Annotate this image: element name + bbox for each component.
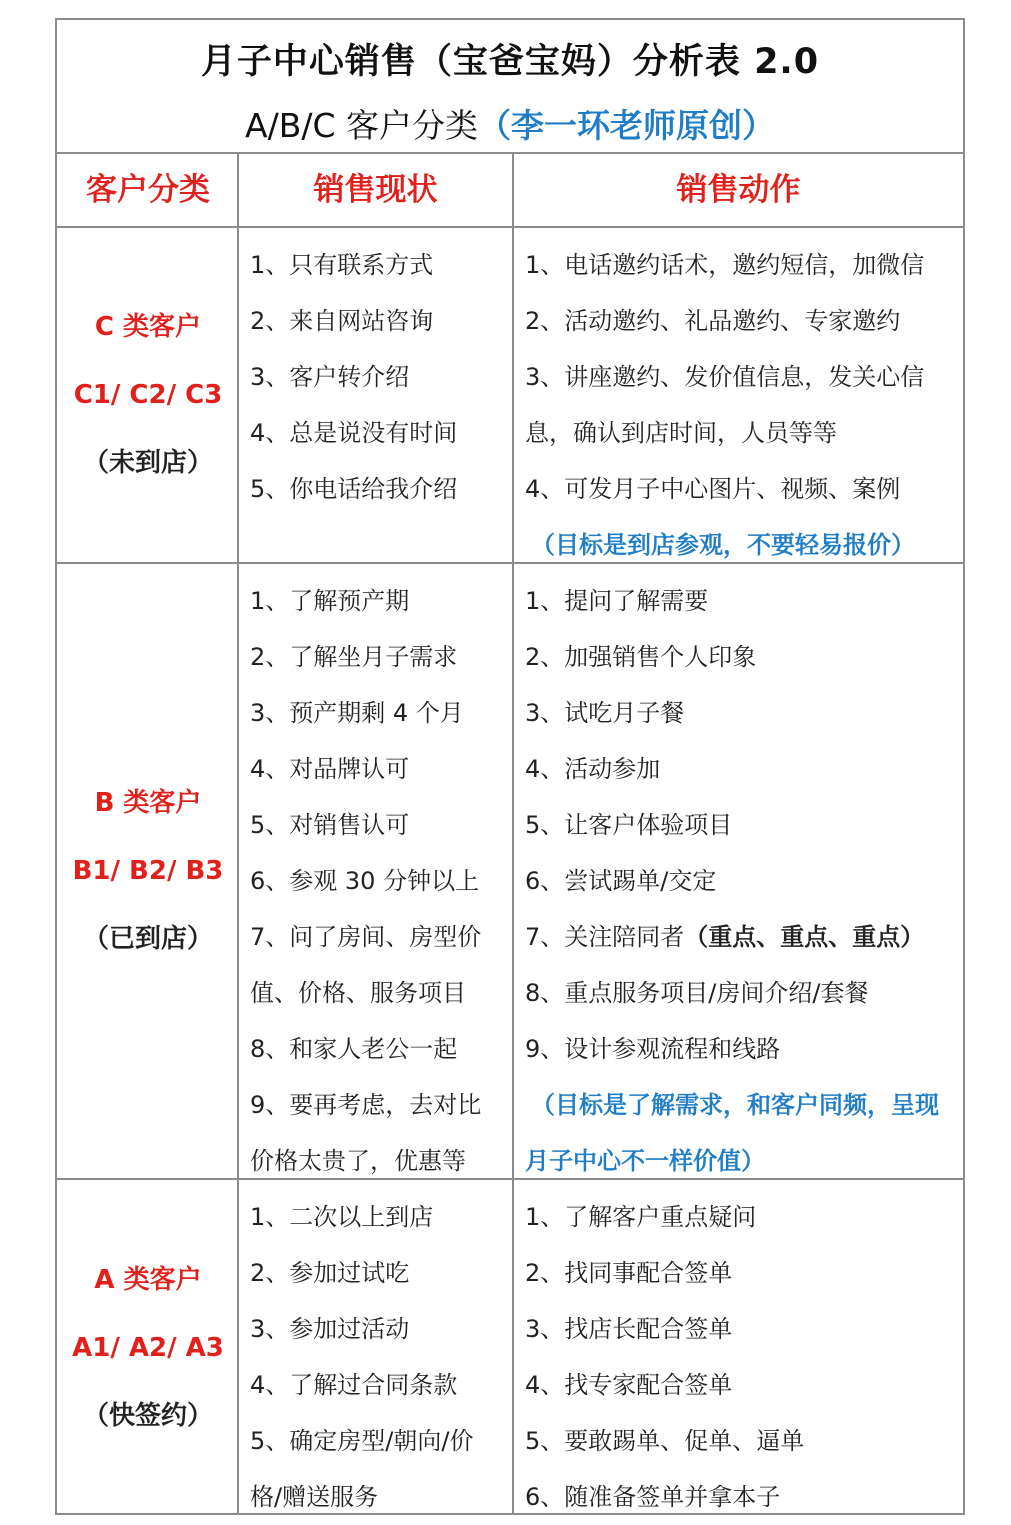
list-item: 8、重点服务项目/房间介绍/套餐 — [525, 979, 869, 1007]
list-item: 1、只有联系方式 — [250, 251, 434, 279]
status-list-c — [250, 237, 457, 517]
category-note: （已到店） — [82, 924, 213, 954]
header-status: 销售现状 — [313, 172, 438, 208]
list-item: 2、来自网站咨询 — [250, 307, 434, 335]
list-item: 值、价格、服务项目 — [250, 979, 466, 1007]
action-list-c — [525, 237, 924, 573]
list-item: 2、加强销售个人印象 — [525, 643, 757, 671]
goal-note-continued: 月子中心不一样价值） — [525, 1147, 765, 1175]
list-item: 4、总是说没有时间 — [250, 419, 458, 447]
list-item: 1、二次以上到店 — [250, 1203, 434, 1231]
list-item: 9、要再考虑，去对比 — [250, 1091, 482, 1119]
list-item: 3、参加过活动 — [250, 1315, 410, 1343]
table-title: 月子中心销售（宝爸宝妈）分析表 2.0 — [200, 42, 820, 82]
category-note: （快签约） — [82, 1400, 213, 1431]
action-list-b — [525, 573, 939, 1189]
status-list-b — [250, 573, 481, 1189]
list-item: 价格太贵了，优惠等 — [250, 1147, 466, 1175]
list-item: 5、让客户体验项目 — [525, 811, 733, 839]
category-cell-a — [57, 1180, 239, 1515]
table-title-block — [57, 20, 963, 154]
category-note: （未到店） — [82, 448, 213, 478]
list-item: 6、随准备签单并拿本子 — [525, 1483, 781, 1511]
list-item: 1、了解预产期 — [250, 587, 410, 615]
list-item: 格/赠送服务 — [250, 1483, 379, 1511]
category-codes: C1/ C2/ C3 — [73, 380, 223, 410]
list-item: 2、参加过试吃 — [250, 1259, 410, 1287]
category-codes: A1/ A2/ A3 — [72, 1332, 224, 1363]
list-item: 6、尝试踢单/交定 — [525, 867, 717, 895]
category-name: A 类客户 — [94, 1264, 202, 1295]
header-actions: 销售动作 — [676, 172, 801, 208]
list-item: 9、设计参观流程和线路 — [525, 1035, 781, 1063]
category-cell-c — [57, 228, 239, 562]
action-text: 7、关注陪同者 — [525, 923, 685, 951]
header-category: 客户分类 — [86, 172, 210, 208]
list-item: 4、可发月子中心图片、视频、案例 — [525, 475, 901, 503]
category-codes: B1/ B2/ B3 — [72, 856, 224, 886]
list-item: 5、要敢踢单、促单、逼单 — [525, 1427, 805, 1455]
category-name: C 类客户 — [94, 312, 202, 342]
action-list-a — [525, 1189, 804, 1525]
list-item: 4、对品牌认可 — [250, 755, 410, 783]
list-item: 1、了解客户重点疑问 — [525, 1203, 757, 1231]
list-item: 息，确认到店时间，人员等等 — [525, 419, 837, 447]
emphasis-note: （重点、重点、重点） — [684, 923, 925, 951]
table-subtitle — [57, 100, 963, 147]
list-item: 2、活动邀约、礼品邀约、专家邀约 — [525, 307, 901, 335]
list-item: 1、提问了解需要 — [525, 587, 709, 615]
subtitle-classification: A/B/C 客户分类 — [245, 106, 478, 145]
list-item: 7、问了房间、房型价 — [250, 923, 482, 951]
list-item: 5、你电话给我介绍 — [250, 475, 458, 503]
list-item: 5、对销售认可 — [250, 811, 410, 839]
list-item: 3、预产期剩 4 个月 — [250, 699, 464, 727]
list-item: 6、参观 30 分钟以上 — [250, 867, 480, 895]
list-item: 1、电话邀约话术，邀约短信，加微信 — [525, 251, 925, 279]
status-list-a — [250, 1189, 473, 1525]
list-item: 2、了解坐月子需求 — [250, 643, 458, 671]
list-item: 2、找同事配合签单 — [525, 1259, 733, 1287]
list-item: 3、客户转介绍 — [250, 363, 410, 391]
list-item: 3、讲座邀约、发价值信息，发关心信 — [525, 363, 925, 391]
list-item: 8、和家人老公一起 — [250, 1035, 458, 1063]
list-item: 3、试吃月子餐 — [525, 699, 685, 727]
category-cell-b — [57, 564, 239, 1178]
column-divider-2 — [512, 154, 514, 1513]
list-item: 4、了解过合同条款 — [250, 1371, 458, 1399]
list-item: 4、找专家配合签单 — [525, 1371, 733, 1399]
goal-note: （目标是到店参观，不要轻易报价） — [531, 531, 915, 559]
list-item: 5、确定房型/朝向/价 — [250, 1427, 474, 1455]
list-item — [525, 909, 939, 965]
analysis-table — [55, 18, 965, 1515]
goal-note: （目标是了解需求，和客户同频，呈现 — [531, 1091, 939, 1119]
list-item: 3、找店长配合签单 — [525, 1315, 733, 1343]
subtitle-author: （李一环老师原创） — [477, 106, 775, 145]
category-name: B 类客户 — [94, 788, 202, 818]
list-item: 4、活动参加 — [525, 755, 661, 783]
